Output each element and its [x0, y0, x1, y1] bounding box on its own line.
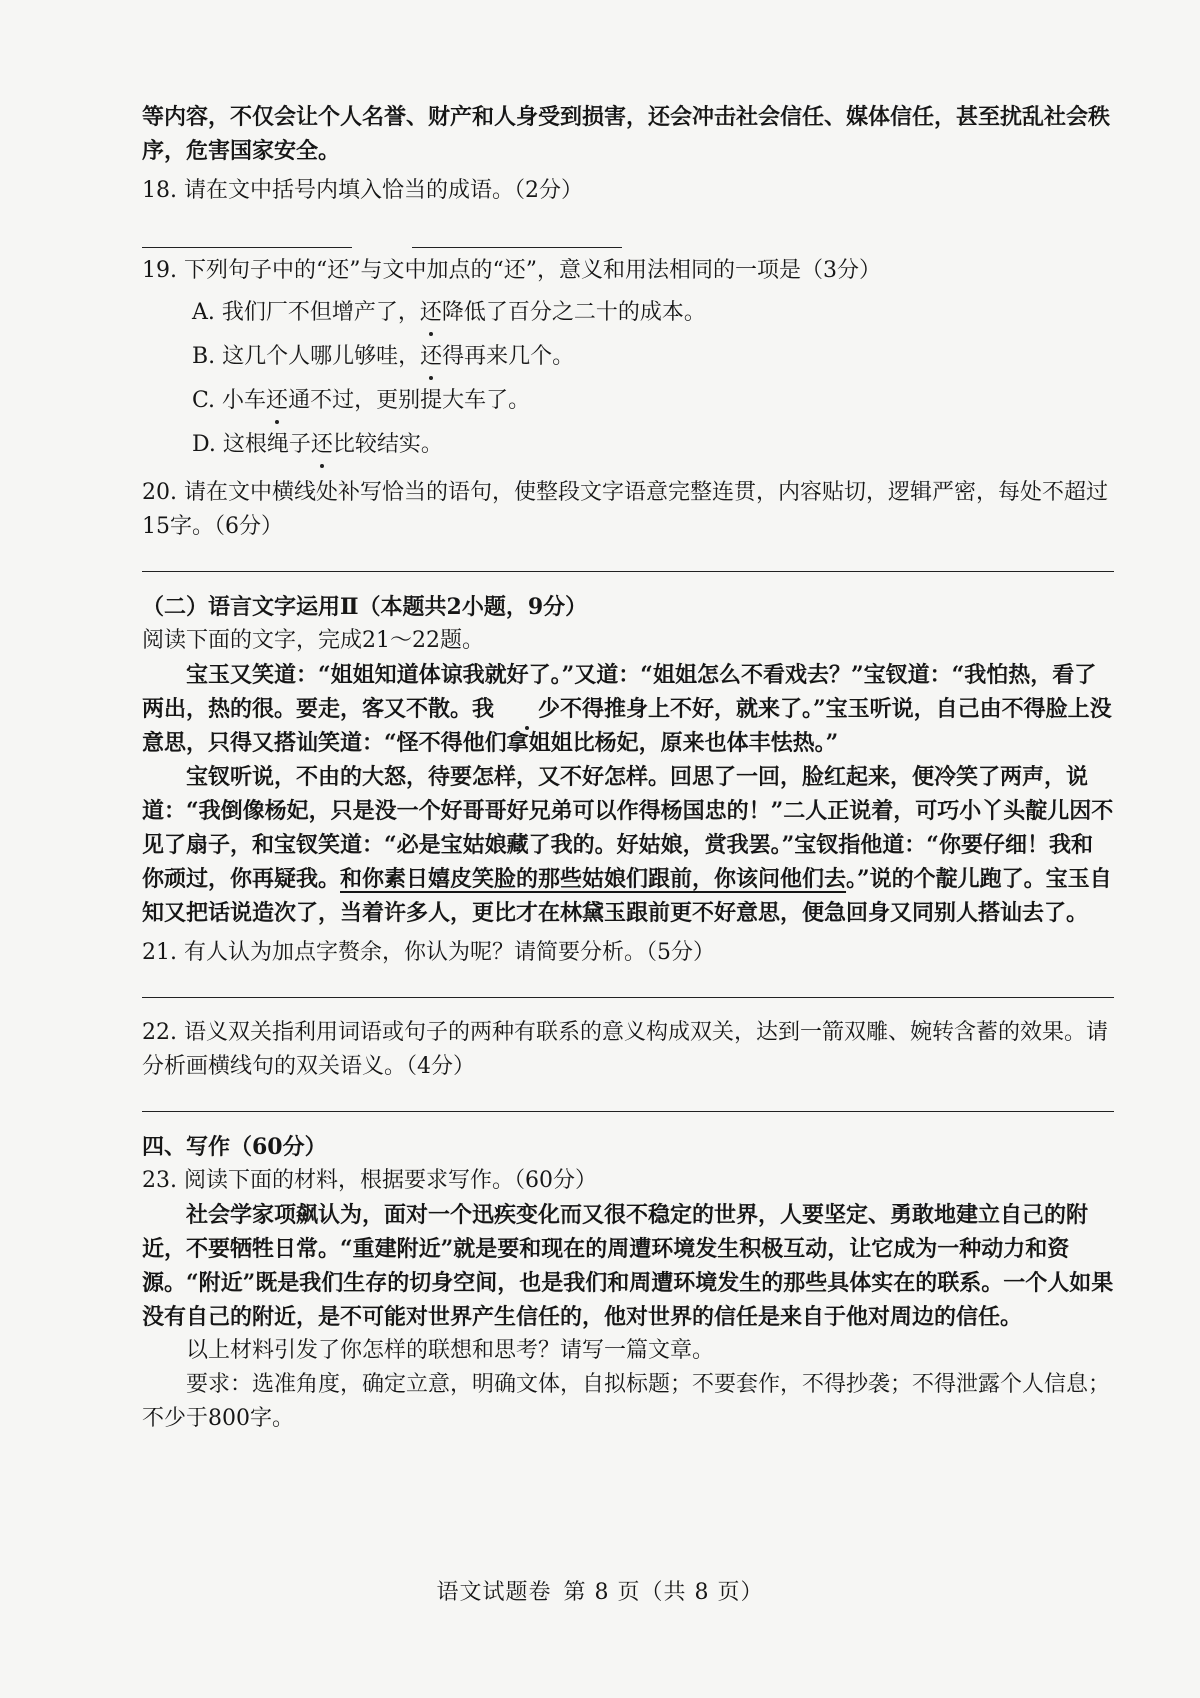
underlined-sentence: 和你素日嬉皮笑脸的那些姑娘们跟前，你该问他们去 [340, 866, 847, 892]
footer-total-pages: （共 8 页） [640, 1580, 764, 1605]
option-d [142, 426, 1114, 464]
passage-p2-post: 。”说的个靛儿跑了。宝玉自知又把话说造次了，当着许多人，更比才在林黛玉跟前更不好意思，便急回身又同别人搭讪去了。 [142, 866, 1112, 926]
page-footer [0, 1575, 1200, 1606]
dotted-char-passage: 少 [494, 692, 560, 726]
option-d-post: 比较结实。 [332, 432, 443, 457]
section-2-instruction: 阅读下面的文字，完成21～22题。 [142, 628, 484, 653]
dotted-char-c: 还 [266, 382, 288, 420]
page-content [142, 100, 1114, 1436]
writing-material: 社会学家项飙认为，面对一个迅疾变化而又很不稳定的世界，人要坚定、勇敢地建立自己的附近，不要牺牲日常。“重建附近”就是要和现在的周遭环境发生积极互动，让它成为一种动力和资源。“附近”既是我们生存的切身空间，也是我们和周遭环境发生的那些具体实在的联系。一个人如果没有自己的附近，是不可能对世界产生信任的，他对世界的信任是来自于他对周边的信任。 [142, 1202, 1114, 1330]
option-b [142, 338, 1114, 376]
option-c [142, 382, 1114, 420]
footer-page-number: 第 8 页 [563, 1580, 641, 1605]
question-19: 19. 下列句子中的“还”与文中加点的“还”，意义和用法相同的一项是（3分） [142, 258, 881, 283]
writing-prompt: 以上材料引发了你怎样的联想和思考？请写一篇文章。 [186, 1338, 715, 1363]
option-c-pre: C. 小车 [192, 388, 267, 413]
section-2-heading: （二）语言文字运用Ⅱ（本题共2小题，9分） [142, 594, 588, 620]
intro-paragraph: 等内容，不仅会让个人名誉、财产和人身受到损害，还会冲击社会信任、媒体信任，甚至扰乱社会秩序，危害国家安全。 [142, 104, 1111, 164]
footer-title: 语文试题卷 [436, 1580, 552, 1605]
dotted-char-b: 还 [420, 338, 442, 376]
answer-blanks-18 [142, 214, 1114, 248]
question-23: 23. 阅读下面的材料，根据要求写作。（60分） [142, 1168, 597, 1193]
passage-paragraph-1 [142, 658, 1114, 760]
option-a-post: 降低了百分之二十的成本。 [441, 300, 706, 325]
passage-p2-pre: 宝钗听说，不由的大怒，待要怎样，又不好怎样。回思了一回，脸红起来，便冷笑了两声，说道：“我倒像杨妃，只是没一个好哥哥好兄弟可以作得杨国忠的！”二人正说着，可巧小丫头靛儿因不见了扇子，和宝钗笑道：“必是宝姑娘藏了我的。好姑娘，赏我罢。”宝钗指他道：“你要仔细！我和你顽过，你再疑我。 [142, 764, 1114, 892]
question-21: 21. 有人认为加点字赘余，你认为呢？请简要分析。（5分） [142, 940, 715, 965]
section-4-heading: 四、写作（60分） [142, 1134, 327, 1160]
answer-line-21[interactable] [142, 996, 1114, 998]
dotted-char-d: 还 [311, 426, 333, 464]
writing-requirements: 要求：选准角度，确定立意，明确文体，自拟标题；不要套作，不得抄袭；不得泄露个人信息；不少于800字。 [142, 1372, 1111, 1431]
option-c-post: 通不过，更别提大车了。 [288, 388, 531, 413]
answer-line-22[interactable] [142, 1110, 1114, 1112]
option-b-post: 得再来几个。 [442, 344, 575, 369]
question-18: 18. 请在文中括号内填入恰当的成语。（2分） [142, 178, 583, 203]
passage-p1-post: 不得推身上不好，就来了。”宝玉听说，自己由不得脸上没意思，只得又搭讪笑道：“怪不得他们拿姐姐比杨妃，原来也体丰怯热。” [142, 696, 1112, 756]
passage-paragraph-2 [142, 760, 1114, 930]
option-a-pre: A. 我们厂不但增产了， [192, 300, 420, 325]
question-20: 20. 请在文中横线处补写恰当的语句，使整段文字语意完整连贯，内容贴切，逻辑严密，每处不超过15字。（6分） [142, 480, 1108, 539]
dotted-char-a: 还 [420, 294, 442, 332]
answer-blank-2[interactable] [412, 246, 622, 248]
answer-line-20[interactable] [142, 570, 1114, 572]
option-d-pre: D. 这根绳子 [192, 432, 311, 457]
option-a [142, 294, 1114, 332]
passage-p1-pre: 宝玉又笑道：“姐姐知道体谅我就好了。”又道：“姐姐怎么不看戏去？”宝钗道：“我怕热，看了两出，热的很。要走，客又不散。我 [142, 662, 1097, 722]
option-b-pre: B. 这几个人哪儿够哇， [192, 344, 421, 369]
question-22: 22. 语义双关指利用词语或句子的两种有联系的意义构成双关，达到一箭双雕、婉转含蓄的效果。请分析画横线句的双关语义。（4分） [142, 1020, 1108, 1079]
answer-blank-1[interactable] [142, 246, 352, 248]
